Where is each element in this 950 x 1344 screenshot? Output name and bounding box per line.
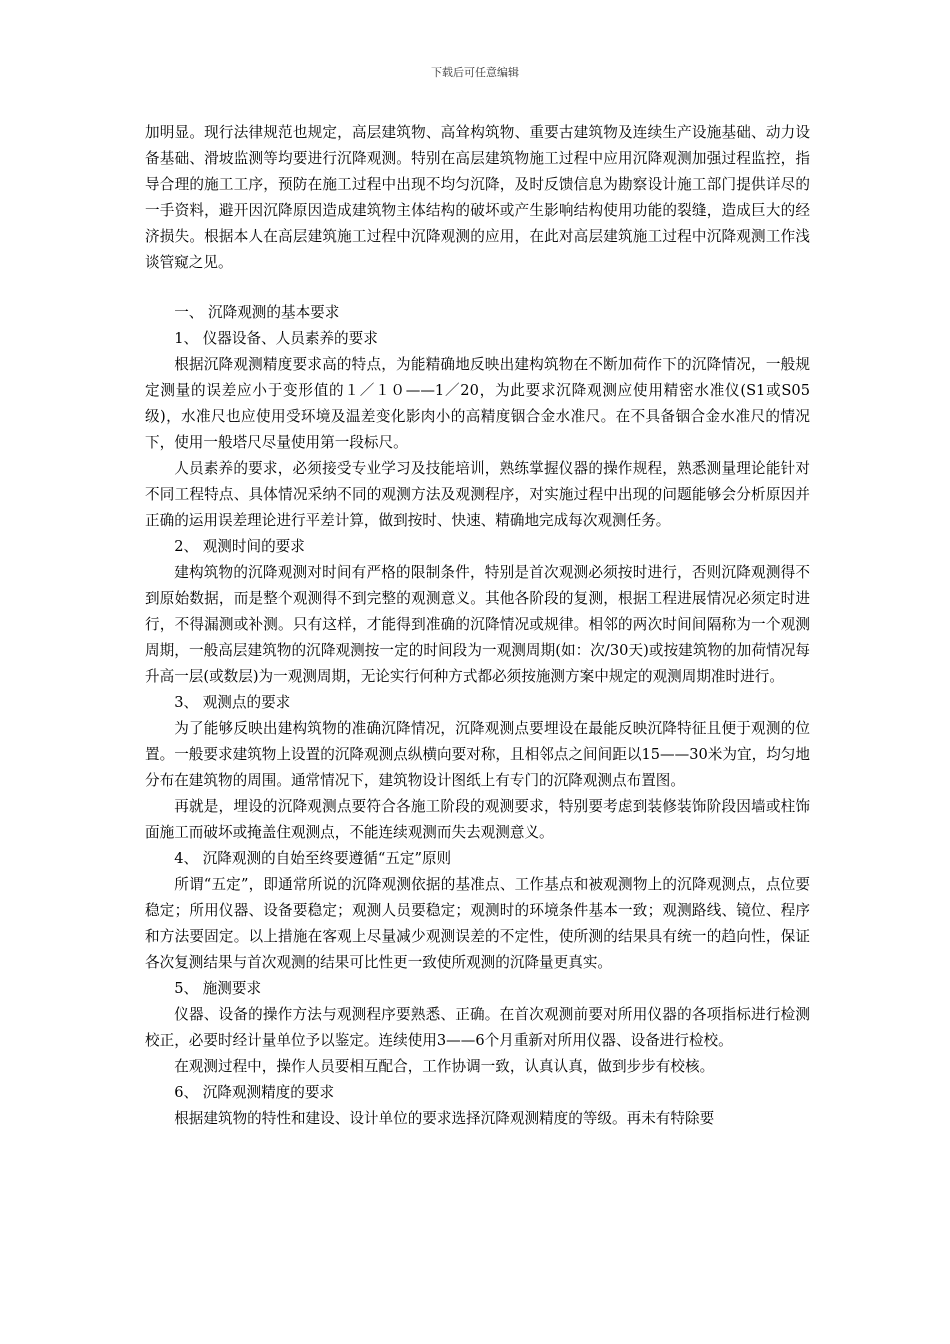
body-paragraph: 在观测过程中，操作人员要相互配合，工作协调一致，认真认真，做到步步有校核。 <box>174 1058 715 1075</box>
body-paragraph: 为了能够反映出建构筑物的准确沉降情况，沉降观测点要埋设在最能反映沉降特征且便于观测的位置。一般要求建筑物上设置的沉降观测点纵横向要对称，且相邻点之间间距以15——30米为宜，均匀地分布在建筑物的周围。通常情况下，建筑物设计图纸上有专门的沉降观测点布置图。 <box>145 720 810 789</box>
subsection-heading-5: 5、 施测要求 <box>174 980 262 997</box>
subsection-heading-3: 3、 观测点的要求 <box>174 694 291 711</box>
page-header: 下载后可任意编辑 <box>431 66 519 79</box>
paragraph-gap <box>145 276 810 300</box>
section-heading-1: 一、 沉降观测的基本要求 <box>174 304 340 321</box>
subsection-heading-2: 2、 观测时间的要求 <box>174 538 305 555</box>
subsection-heading-6: 6、 沉降观测精度的要求 <box>174 1084 335 1101</box>
body-paragraph: 人员素养的要求，必须接受专业学习及技能培训，熟练掌握仪器的操作规程，熟悉测量理论能针对不同工程特点、具体情况采纳不同的观测方法及观测程序，对实施过程中出现的问题能够会分析原因并正确的运用误差理论进行平差计算，做到按时、快速、精确地完成每次观测任务。 <box>145 460 810 529</box>
body-paragraph: 根据建筑物的特性和建设、设计单位的要求选择沉降观测精度的等级。再未有特除要 <box>174 1110 715 1127</box>
body-paragraph: 再就是，埋设的沉降观测点要符合各施工阶段的观测要求，特别要考虑到装修装饰阶段因墙或柱饰面施工而破坏或掩盖住观测点，不能连续观测而失去观测意义。 <box>145 798 810 841</box>
subsection-heading-1: 1、 仪器设备、人员素养的要求 <box>174 330 378 347</box>
body-paragraph: 所谓“五定”，即通常所说的沉降观测依据的基准点、工作基点和被观测物上的沉降观测点，点位要稳定；所用仪器、设备要稳定；观测人员要稳定；观测时的环境条件基本一致；观测路线、镜位、程序和方法要固定。以上措施在客观上尽量减少观测误差的不定性，使所测的结果具有统一的趋向性，保证各次复测结果与首次观测的结果可比性更一致使所观测的沉降量更真实。 <box>145 876 810 971</box>
body-paragraph: 仪器、设备的操作方法与观测程序要熟悉、正确。在首次观测前要对所用仪器的各项指标进行检测校正，必要时经计量单位予以鉴定。连续使用3——6个月重新对所用仪器、设备进行检校。 <box>145 1006 810 1049</box>
document-body <box>145 120 810 1132</box>
subsection-heading-4: 4、 沉降观测的自始至终要遵循“五定”原则 <box>174 850 452 867</box>
body-paragraph: 根据沉降观测精度要求高的特点，为能精确地反映出建构筑物在不断加荷作下的沉降情况，一般规定测量的误差应小于变形值的１／１０——1／20，为此要求沉降观测应使用精密水准仪(S1或S05级)，水准尺也应使用受环境及温差变化影肉小的高精度铟合金水准尺。在不具备铟合金水准尺的情况下，使用一般塔尺尽量使用第一段标尺。 <box>145 356 810 451</box>
body-paragraph: 建构筑物的沉降观测对时间有严格的限制条件，特别是首次观测必须按时进行，否则沉降观测得不到原始数据，而是整个观测得不到完整的观测意义。其他各阶段的复测，根据工程进展情况必须定时进行，不得漏测或补测。只有这样，才能得到准确的沉降情况或规律。相邻的两次时间间隔称为一个观测周期，一般高层建筑物的沉降观测按一定的时间段为一观测周期(如：次/30天)或按建筑物的加荷情况每升高一层(或数层)为一观测周期，无论实行何种方式都必须按施测方案中规定的观测周期准时进行。 <box>145 564 810 685</box>
intro-paragraph: 加明显。现行法律规范也规定，高层建筑物、高耸构筑物、重要古建筑物及连续生产设施基础、动力设备基础、滑坡监测等均要进行沉降观测。特别在高层建筑物施工过程中应用沉降观测加强过程监控，指导合理的施工工序，预防在施工过程中出现不均匀沉降，及时反馈信息为勘察设计施工部门提供详尽的一手资料，避开因沉降原因造成建筑物主体结构的破坏或产生影响结构使用功能的裂缝，造成巨大的经济损失。根据本人在高层建筑施工过程中沉降观测的应用，在此对高层建筑施工过程中沉降观测工作浅谈管窥之见。 <box>145 124 810 271</box>
